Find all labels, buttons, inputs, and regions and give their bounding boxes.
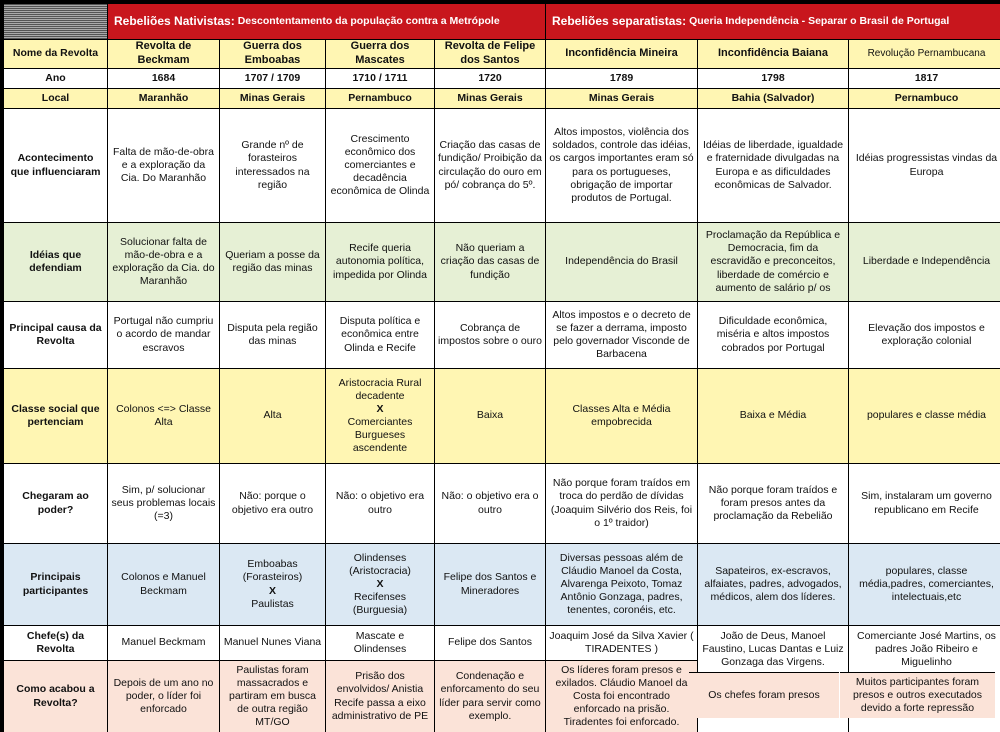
label-chegaram: Chegaram ao poder?: [4, 464, 107, 543]
label-nome: Nome da Revolta: [4, 40, 107, 68]
cell-local: Pernambuco: [849, 89, 1000, 108]
cell-ideias: Liberdade e Independência: [849, 223, 1000, 301]
cell-chegaram: Não: o objetivo era o outro: [435, 464, 545, 543]
cell-acontecimento: Criação das casas de fundição/ Proibição da circulação do ouro em pó/ cobrança do 5º.: [435, 109, 545, 222]
header-separatistas-title: Rebeliões separatistas:: [552, 14, 687, 28]
cell-participantes-x: X: [268, 584, 276, 597]
header-nativistas-title: Rebeliões Nativistas:: [114, 14, 235, 28]
cell-acontecimento: Grande nº de forasteiros interessados na região: [220, 109, 325, 222]
cell-participantes-b: Paulistas: [251, 597, 294, 610]
header-nativistas-sub: Descontentamento da população contra a Metrópole: [237, 14, 500, 27]
cell-nome: Revolta de Felipe dos Santos: [435, 40, 545, 68]
cell-classe: populares e classe média: [849, 369, 1000, 463]
cell-local: Maranhão: [108, 89, 219, 108]
label-local: Local: [4, 89, 107, 108]
cell-participantes: Diversas pessoas além de Cláudio Manoel da Costa, Alvarenga Peixoto, Tomaz Antônio Gonzaga, padres, tenentes, coronéis, etc.: [546, 544, 697, 625]
cell-ideias: Recife queria autonomia política, impedida por Olinda: [326, 223, 434, 301]
cell-local: Pernambuco: [326, 89, 434, 108]
cell-participantes-b: Recifenses (Burguesia): [352, 591, 408, 617]
cell-ano: 1817: [849, 69, 1000, 88]
cell-chegaram: Sim, instalaram um governo republicano em Recife: [849, 464, 1000, 543]
cell-como: Os líderes foram presos e exilados. Cláudio Manoel da Costa foi encontrado enforcado na prisão. Tiradentes foi enforcado.: [546, 661, 697, 732]
cell-como: Paulistas foram massacrados e partiram em busca de outra região MT/GO: [220, 661, 325, 732]
label-participantes: Principais participantes: [4, 544, 107, 625]
corner-pattern: [4, 4, 107, 39]
cell-classe-a: Aristocracia Rural decadente: [338, 376, 422, 402]
cell-nome: Revolta de Beckmam: [108, 40, 219, 68]
cell-ano: 1720: [435, 69, 545, 88]
cell-ideias: Proclamação da República e Democracia, fim da escravidão e preconceitos, liberdade de comércio e aumento de salário p/ os: [698, 223, 848, 301]
cell-causa: Disputa política e econômica entre Olinda e Recife: [326, 302, 434, 368]
cell-chegaram: Não porque foram traídos em troca do perdão de dívidas (Joaquim Silvério dos Reis, foi o 1º traidor): [546, 464, 697, 543]
header-separatistas: [546, 4, 1000, 39]
cell-chefes: Mascate e Olindenses: [326, 626, 434, 660]
revoltas-table: [3, 3, 998, 729]
cell-causa: Portugal não cumpriu o acordo de mandar escravos: [108, 302, 219, 368]
cell-ideias: Independência do Brasil: [546, 223, 697, 301]
cell-chefes: Manuel Beckmam: [108, 626, 219, 660]
cell-classe: [326, 369, 434, 463]
cell-acontecimento: Idéias progressistas vindas da Europa: [849, 109, 1000, 222]
cell-causa: Elevação dos impostos e exploração colonial: [849, 302, 1000, 368]
cell-chegaram: Não: porque o objetivo era outro: [220, 464, 325, 543]
cell-como: Prisão dos envolvidos/ Anistia Recife passa a eixo administrativo de PE: [326, 661, 434, 732]
cell-chefes: João de Deus, Manoel Faustino, Lucas Dantas e Luiz Gonzaga das Virgens.: [698, 626, 848, 732]
cell-como: Depois de um ano no poder, o líder foi enforcado: [108, 661, 219, 732]
cell-nome: Guerra dos Mascates: [326, 40, 434, 68]
cell-acontecimento: Altos impostos, violência dos soldados, controle das idéias, os cargos importantes eram só para os portugueses, obrigação de importar produtos de Portugal.: [546, 109, 697, 222]
cell-nome: Revolução Pernambucana: [849, 40, 1000, 68]
label-ano: Ano: [4, 69, 107, 88]
cell-classe: Baixa: [435, 369, 545, 463]
cell-acontecimento: Crescimento econômico dos comerciantes e decadência econômica de Olinda: [326, 109, 434, 222]
label-chefes: Chefe(s) da Revolta: [4, 626, 107, 660]
cell-como: Condenação e enforcamento do seu líder para servir como exemplo.: [435, 661, 545, 732]
cell-participantes-a: Olindenses (Aristocracia): [349, 551, 411, 577]
cell-classe-x: X: [376, 402, 384, 415]
cell-participantes: Colonos e Manuel Beckmam: [108, 544, 219, 625]
cell-classe: Alta: [220, 369, 325, 463]
cell-ano: 1710 / 1711: [326, 69, 434, 88]
cell-local: Minas Gerais: [546, 89, 697, 108]
cell-classe: Classes Alta e Média empobrecida: [546, 369, 697, 463]
cell-nome: Inconfidência Mineira: [546, 40, 697, 68]
label-acontecimento: Acontecimento que influenciaram: [4, 109, 107, 222]
label-ideias: Idéias que defendiam: [4, 223, 107, 301]
cell-como: Muitos participantes foram presos e outros executados devido a forte repressão: [840, 672, 995, 718]
header-nativistas: [108, 4, 545, 39]
cell-ideias: Não queriam a criação das casas de fundição: [435, 223, 545, 301]
cell-classe: Colonos <=> Classe Alta: [108, 369, 219, 463]
cell-local: Minas Gerais: [220, 89, 325, 108]
cell-ano: 1684: [108, 69, 219, 88]
cell-acontecimento: Falta de mão-de-obra e a exploração da Cia. Do Maranhão: [108, 109, 219, 222]
cell-local: Minas Gerais: [435, 89, 545, 108]
cell-participantes-x: X: [376, 577, 384, 590]
cell-participantes-a: Emboabas (Forasteiros): [242, 558, 303, 584]
cell-classe-b: Comerciantes Burgueses ascendente: [347, 416, 413, 455]
cell-causa: Cobrança de impostos sobre o ouro: [435, 302, 545, 368]
label-classe: Classe social que pertenciam: [4, 369, 107, 463]
cell-ideias: Queriam a posse da região das minas: [220, 223, 325, 301]
cell-ano: 1789: [546, 69, 697, 88]
cell-nome: Inconfidência Baiana: [698, 40, 848, 68]
cell-classe: Baixa e Média: [698, 369, 848, 463]
label-causa: Principal causa da Revolta: [4, 302, 107, 368]
cell-chefes: Comerciante José Martins, os padres João Ribeiro e Miguelinho: [849, 626, 1000, 732]
cell-participantes: populares, classe média,padres, comerciantes, intelectuais,etc: [849, 544, 1000, 625]
cell-ideias: Solucionar falta de mão-de-obra e a exploração da Cia. do Maranhão: [108, 223, 219, 301]
cell-chefes: Felipe dos Santos: [435, 626, 545, 660]
label-como: Como acabou a Revolta?: [4, 661, 107, 732]
cell-participantes: [220, 544, 325, 625]
cell-participantes: Felipe dos Santos e Mineradores: [435, 544, 545, 625]
cell-chegaram: Sim, p/ solucionar seus problemas locais (=3): [108, 464, 219, 543]
cell-ano: 1798: [698, 69, 848, 88]
cell-acontecimento: Idéias de liberdade, igualdade e fraternidade divulgadas na Europa e as dificuldades econômicas de Salvador.: [698, 109, 848, 222]
cell-causa: Dificuldade econômica, miséria e altos impostos cobrados por Portugal: [698, 302, 848, 368]
cell-ano: 1707 / 1709: [220, 69, 325, 88]
cell-causa: Disputa pela região das minas: [220, 302, 325, 368]
cell-local: Bahia (Salvador): [698, 89, 848, 108]
cell-participantes: Sapateiros, ex-escravos, alfaiates, padres, advogados, médicos, alem dos líderes.: [698, 544, 848, 625]
cell-chegaram: Não porque foram traídos e foram presos antes da proclamação da Rebelião: [698, 464, 848, 543]
cell-chefes: Joaquim José da Silva Xavier ( TIRADENTES ): [546, 626, 697, 660]
cell-causa: Altos impostos e o decreto de se fazer a derrama, imposto pelo governador Visconde de Barbacena: [546, 302, 697, 368]
cell-nome: Guerra dos Emboabas: [220, 40, 325, 68]
cell-participantes: [326, 544, 434, 625]
cell-chefes: Manuel Nunes Viana: [220, 626, 325, 660]
cell-como: Os chefes foram presos: [689, 672, 839, 718]
header-separatistas-sub: Queria Independência - Separar o Brasil de Portugal: [689, 14, 950, 27]
cell-chegaram: Não: o objetivo era outro: [326, 464, 434, 543]
